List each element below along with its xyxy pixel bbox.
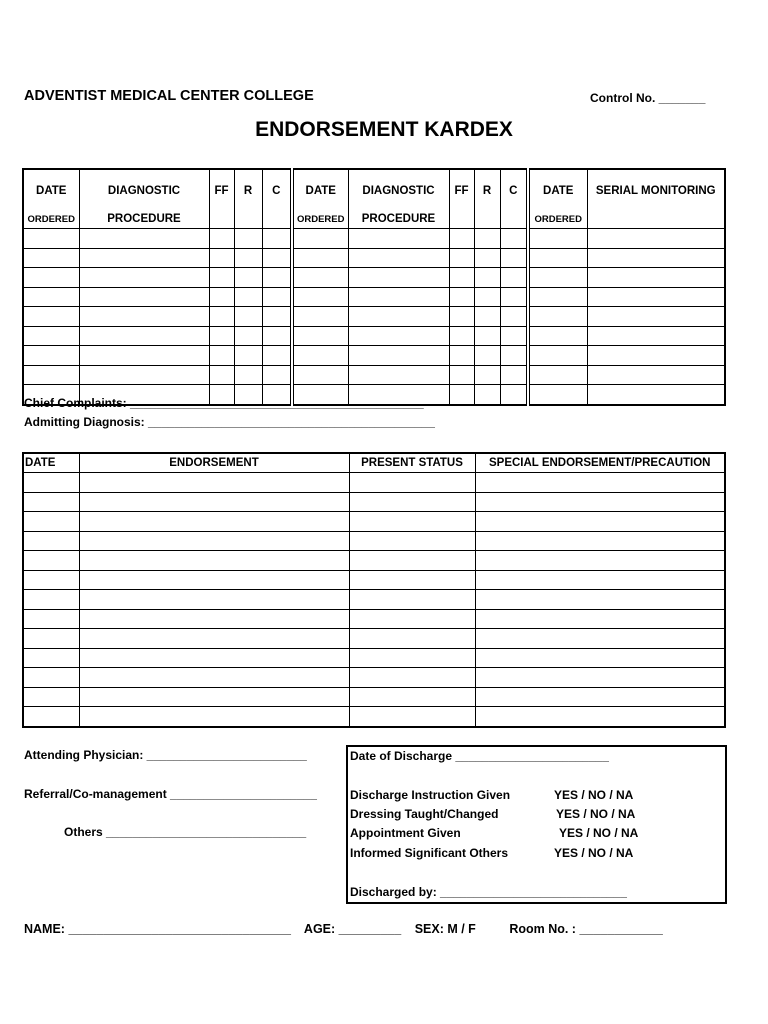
entry-cell[interactable] <box>528 307 587 327</box>
subheader-cell <box>500 210 528 229</box>
entry-cell[interactable] <box>79 687 349 707</box>
discharged-by-field[interactable]: Discharged by: ____________________________ <box>350 885 627 899</box>
entry-cell[interactable] <box>475 668 725 688</box>
entry-cell[interactable] <box>209 229 234 249</box>
entry-cell[interactable] <box>500 268 528 288</box>
entry-cell[interactable] <box>475 473 725 493</box>
entry-cell[interactable] <box>234 307 262 327</box>
entry-cell[interactable] <box>292 307 348 327</box>
table-row <box>23 531 725 551</box>
entry-cell[interactable] <box>23 629 79 649</box>
entry-cell[interactable] <box>234 326 262 346</box>
attending-physician-field[interactable]: Attending Physician: ________________________ <box>24 748 307 762</box>
date-of-discharge-field[interactable]: Date of Discharge _______________________ <box>350 749 609 763</box>
entry-cell[interactable] <box>23 570 79 590</box>
entry-cell[interactable] <box>79 648 349 668</box>
header-cell: DATE <box>528 169 587 210</box>
header-cell: SERIAL MONITORING <box>587 169 725 210</box>
age-field[interactable]: AGE: _________ <box>303 922 402 936</box>
subheader-cell: ORDERED <box>292 210 348 229</box>
discharge-instruction-label: Discharge Instruction Given <box>350 788 511 802</box>
entry-cell[interactable] <box>209 365 234 385</box>
header-cell: R <box>474 169 500 210</box>
entry-cell[interactable] <box>587 385 725 405</box>
entry-cell[interactable] <box>209 346 234 366</box>
table-row <box>23 668 725 688</box>
entry-cell[interactable] <box>475 570 725 590</box>
entry-cell[interactable] <box>79 307 209 327</box>
entry-cell[interactable] <box>79 287 209 307</box>
entry-cell[interactable] <box>23 648 79 668</box>
entry-cell[interactable] <box>528 346 587 366</box>
header-row <box>23 453 725 473</box>
entry-cell[interactable] <box>348 229 449 249</box>
entry-cell[interactable] <box>23 707 79 727</box>
entry-cell[interactable] <box>79 492 349 512</box>
appointment-label: Appointment Given <box>350 826 461 840</box>
table-row <box>23 609 725 629</box>
entry-cell[interactable] <box>475 648 725 668</box>
entry-cell[interactable] <box>292 326 348 346</box>
table-row <box>23 248 725 268</box>
subheader-cell: ORDERED <box>23 210 79 229</box>
entry-cell[interactable] <box>209 268 234 288</box>
entry-cell[interactable] <box>474 365 500 385</box>
entry-cell[interactable] <box>79 346 209 366</box>
entry-cell[interactable] <box>500 229 528 249</box>
entry-cell[interactable] <box>475 707 725 727</box>
entry-cell[interactable] <box>23 609 79 629</box>
entry-cell[interactable] <box>449 326 474 346</box>
table-row <box>23 473 725 493</box>
entry-cell[interactable] <box>234 287 262 307</box>
entry-cell[interactable] <box>587 326 725 346</box>
entry-cell[interactable] <box>349 492 475 512</box>
entry-cell[interactable] <box>23 229 79 249</box>
entry-cell[interactable] <box>23 365 79 385</box>
entry-cell[interactable] <box>23 551 79 571</box>
entry-cell[interactable] <box>349 531 475 551</box>
entry-cell[interactable] <box>79 473 349 493</box>
entry-cell[interactable] <box>79 570 349 590</box>
header-cell: C <box>262 169 292 210</box>
subheader-cell <box>262 210 292 229</box>
control-number: Control No. _______ <box>590 91 706 105</box>
entry-cell[interactable] <box>449 248 474 268</box>
entry-cell[interactable] <box>349 668 475 688</box>
entry-cell[interactable] <box>262 346 292 366</box>
header-cell: FF <box>209 169 234 210</box>
table-row <box>23 287 725 307</box>
subheader-cell: PROCEDURE <box>348 210 449 229</box>
entry-cell[interactable] <box>79 668 349 688</box>
entry-cell[interactable] <box>262 268 292 288</box>
informed-others-label: Informed Significant Others <box>350 846 509 860</box>
header-cell: ENDORSEMENT <box>79 453 349 473</box>
table-row <box>23 687 725 707</box>
entry-cell[interactable] <box>475 492 725 512</box>
subheader-cell: ORDERED <box>528 210 587 229</box>
header-cell: FF <box>449 169 474 210</box>
entry-cell[interactable] <box>587 365 725 385</box>
entry-cell[interactable] <box>587 268 725 288</box>
entry-cell[interactable] <box>475 551 725 571</box>
entry-cell[interactable] <box>79 629 349 649</box>
entry-cell[interactable] <box>262 365 292 385</box>
table-row <box>23 307 725 327</box>
entry-cell[interactable] <box>79 229 209 249</box>
entry-cell[interactable] <box>500 248 528 268</box>
entry-cell[interactable] <box>348 326 449 346</box>
entry-cell[interactable] <box>23 268 79 288</box>
entry-cell[interactable] <box>349 609 475 629</box>
entry-cell[interactable] <box>262 326 292 346</box>
entry-cell[interactable] <box>528 229 587 249</box>
entry-cell[interactable] <box>500 346 528 366</box>
school-name: ADVENTIST MEDICAL CENTER COLLEGE <box>24 88 314 104</box>
header-cell: R <box>234 169 262 210</box>
table-row <box>23 365 725 385</box>
entry-cell[interactable] <box>474 307 500 327</box>
table-row <box>23 570 725 590</box>
entry-cell[interactable] <box>23 492 79 512</box>
entry-cell[interactable] <box>348 307 449 327</box>
endorsement-table <box>22 452 726 728</box>
entry-cell[interactable] <box>587 346 725 366</box>
entry-cell[interactable] <box>349 570 475 590</box>
entry-cell[interactable] <box>528 268 587 288</box>
entry-cell[interactable] <box>500 365 528 385</box>
entry-cell[interactable] <box>348 248 449 268</box>
entry-cell[interactable] <box>262 287 292 307</box>
entry-cell[interactable] <box>587 229 725 249</box>
table-row <box>23 648 725 668</box>
entry-cell[interactable] <box>292 365 348 385</box>
entry-cell[interactable] <box>500 287 528 307</box>
entry-cell[interactable] <box>474 346 500 366</box>
appointment-options[interactable]: YES / NO / NA <box>559 826 639 840</box>
entry-cell[interactable] <box>474 229 500 249</box>
entry-cell[interactable] <box>349 551 475 571</box>
entry-cell[interactable] <box>474 287 500 307</box>
entry-cell[interactable] <box>23 512 79 532</box>
entry-cell[interactable] <box>528 326 587 346</box>
entry-cell[interactable] <box>474 268 500 288</box>
header-cell: DATE <box>292 169 348 210</box>
subheader-row <box>23 210 725 229</box>
entry-cell[interactable] <box>475 531 725 551</box>
diagnostics-table <box>22 168 726 406</box>
table-row <box>23 326 725 346</box>
entry-cell[interactable] <box>292 248 348 268</box>
entry-cell[interactable] <box>79 551 349 571</box>
entry-cell[interactable] <box>209 248 234 268</box>
name-field[interactable]: NAME: ________________________________ <box>24 922 291 936</box>
entry-cell[interactable] <box>475 609 725 629</box>
entry-cell[interactable] <box>587 248 725 268</box>
entry-cell[interactable] <box>348 365 449 385</box>
entry-cell[interactable] <box>500 307 528 327</box>
entry-cell[interactable] <box>262 248 292 268</box>
entry-cell[interactable] <box>449 287 474 307</box>
table-row <box>23 229 725 249</box>
header-cell: DATE <box>23 169 79 210</box>
entry-cell[interactable] <box>23 590 79 610</box>
entry-cell[interactable] <box>79 590 349 610</box>
entry-cell[interactable] <box>292 346 348 366</box>
dressing-options[interactable]: YES / NO / NA <box>556 807 636 821</box>
entry-cell[interactable] <box>23 326 79 346</box>
entry-cell[interactable] <box>449 307 474 327</box>
entry-cell[interactable] <box>23 307 79 327</box>
header-row <box>23 169 725 210</box>
entry-cell[interactable] <box>79 531 349 551</box>
entry-cell[interactable] <box>292 287 348 307</box>
entry-cell[interactable] <box>79 512 349 532</box>
entry-cell[interactable] <box>79 365 209 385</box>
others-field[interactable]: Others ______________________________ <box>64 825 307 839</box>
sex-field[interactable]: SEX: M / F <box>414 922 476 936</box>
entry-cell[interactable] <box>528 287 587 307</box>
entry-cell[interactable] <box>349 590 475 610</box>
entry-cell[interactable] <box>449 229 474 249</box>
entry-cell[interactable] <box>500 385 528 405</box>
entry-cell[interactable] <box>528 385 587 405</box>
subheader-cell <box>449 210 474 229</box>
entry-cell[interactable] <box>79 707 349 727</box>
table-row <box>23 346 725 366</box>
entry-cell[interactable] <box>349 473 475 493</box>
entry-cell[interactable] <box>262 229 292 249</box>
entry-cell[interactable] <box>79 248 209 268</box>
subheader-cell <box>474 210 500 229</box>
header-cell: DIAGNOSTIC <box>79 169 209 210</box>
discharge-box <box>346 745 727 904</box>
entry-cell[interactable] <box>500 326 528 346</box>
table-row <box>23 551 725 571</box>
entry-cell[interactable] <box>23 346 79 366</box>
entry-cell[interactable] <box>209 307 234 327</box>
entry-cell[interactable] <box>348 287 449 307</box>
entry-cell[interactable] <box>475 512 725 532</box>
subheader-cell <box>209 210 234 229</box>
page-title: ENDORSEMENT KARDEX <box>255 118 513 141</box>
entry-cell[interactable] <box>234 268 262 288</box>
entry-cell[interactable] <box>348 268 449 288</box>
table-row <box>23 707 725 727</box>
entry-cell[interactable] <box>528 365 587 385</box>
subheader-cell <box>587 210 725 229</box>
entry-cell[interactable] <box>474 326 500 346</box>
room-field[interactable]: Room No. : ____________ <box>509 922 663 936</box>
entry-cell[interactable] <box>23 668 79 688</box>
entry-cell[interactable] <box>23 687 79 707</box>
entry-cell[interactable] <box>475 687 725 707</box>
entry-cell[interactable] <box>474 248 500 268</box>
entry-cell[interactable] <box>79 326 209 346</box>
entry-cell[interactable] <box>262 307 292 327</box>
entry-cell[interactable] <box>234 248 262 268</box>
entry-cell[interactable] <box>349 512 475 532</box>
entry-cell[interactable] <box>23 248 79 268</box>
subheader-cell <box>234 210 262 229</box>
entry-cell[interactable] <box>449 346 474 366</box>
header-cell: PRESENT STATUS <box>349 453 475 473</box>
header-cell: C <box>500 169 528 210</box>
entry-cell[interactable] <box>23 531 79 551</box>
entry-cell[interactable] <box>292 229 348 249</box>
entry-cell[interactable] <box>349 629 475 649</box>
entry-cell[interactable] <box>587 287 725 307</box>
entry-cell[interactable] <box>449 365 474 385</box>
entry-cell[interactable] <box>349 707 475 727</box>
table-row <box>23 492 725 512</box>
entry-cell[interactable] <box>23 473 79 493</box>
header-cell: DIAGNOSTIC <box>348 169 449 210</box>
informed-others-options[interactable]: YES / NO / NA <box>554 846 634 860</box>
entry-cell[interactable] <box>234 346 262 366</box>
dressing-label: Dressing Taught/Changed <box>350 807 499 821</box>
entry-cell[interactable] <box>79 609 349 629</box>
entry-cell[interactable] <box>209 287 234 307</box>
entry-cell[interactable] <box>349 687 475 707</box>
table-row <box>23 512 725 532</box>
header-cell: SPECIAL ENDORSEMENT/PRECAUTION <box>475 453 725 473</box>
discharge-instruction-options[interactable]: YES / NO / NA <box>554 788 634 802</box>
entry-cell[interactable] <box>474 385 500 405</box>
entry-cell[interactable] <box>234 365 262 385</box>
entry-cell[interactable] <box>23 287 79 307</box>
entry-cell[interactable] <box>528 248 587 268</box>
entry-cell[interactable] <box>449 385 474 405</box>
admitting-diagnosis-field[interactable]: Admitting Diagnosis: ___________________________________________ <box>24 415 435 429</box>
entry-cell[interactable] <box>79 268 209 288</box>
entry-cell[interactable] <box>475 590 725 610</box>
subheader-cell: PROCEDURE <box>79 210 209 229</box>
entry-cell[interactable] <box>348 346 449 366</box>
entry-cell[interactable] <box>209 326 234 346</box>
entry-cell[interactable] <box>475 629 725 649</box>
table-row <box>23 629 725 649</box>
entry-cell[interactable] <box>449 268 474 288</box>
entry-cell[interactable] <box>234 229 262 249</box>
table-row <box>23 268 725 288</box>
referral-field[interactable]: Referral/Co-management ______________________ <box>24 787 317 801</box>
entry-cell[interactable] <box>587 307 725 327</box>
patient-info-footer <box>24 922 673 936</box>
header-cell: DATE <box>23 453 79 473</box>
entry-cell[interactable] <box>349 648 475 668</box>
entry-cell[interactable] <box>292 268 348 288</box>
chief-complaints-field[interactable]: Chief Complaints: ____________________________________________ <box>24 396 424 410</box>
table-row <box>23 590 725 610</box>
